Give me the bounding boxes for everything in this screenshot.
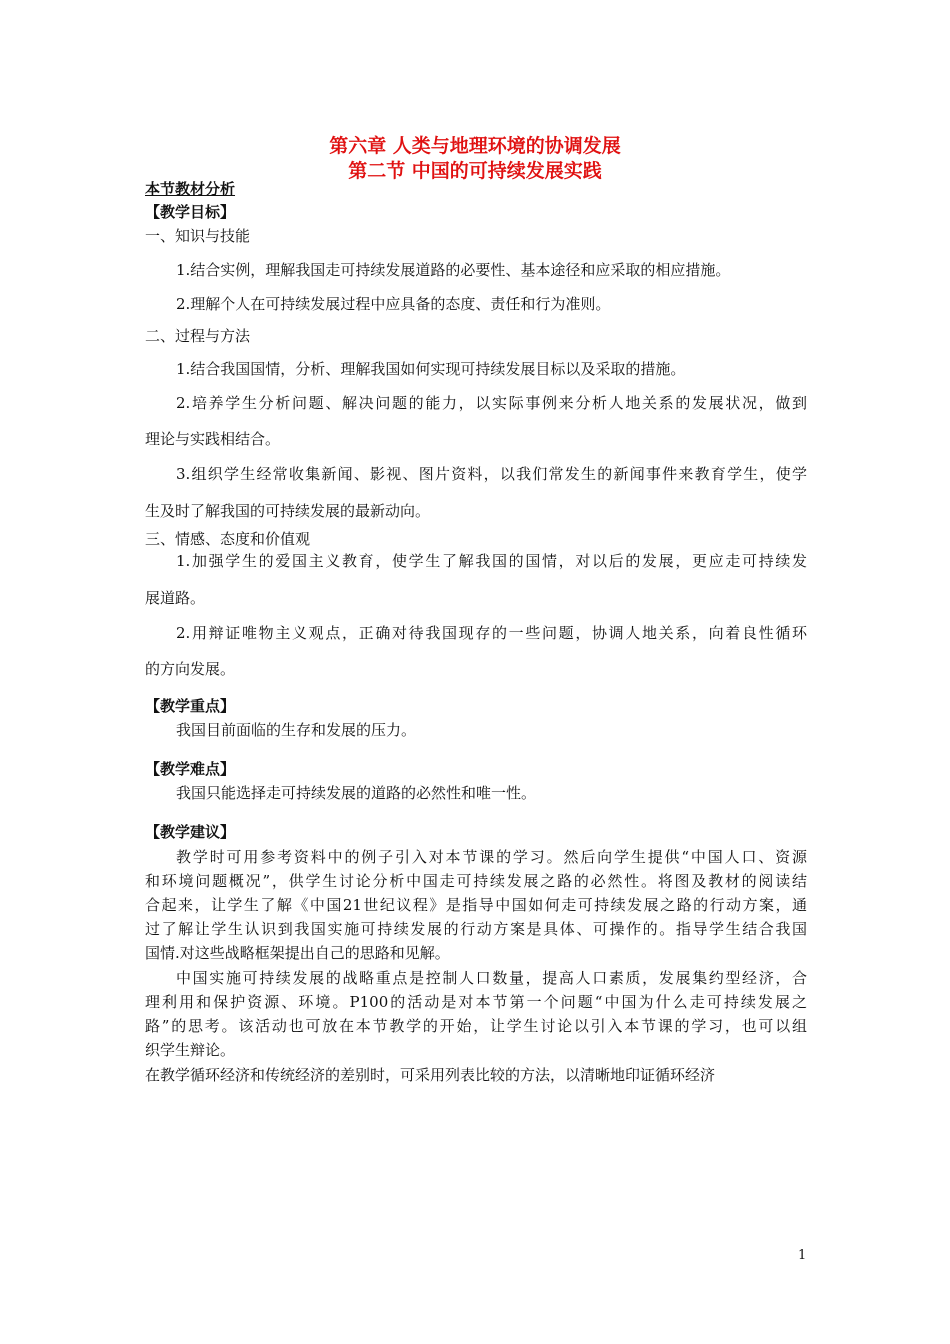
part2-item: 2.培养学生分析问题、解决问题的能力，以实际事例来分析人地关系的发展状况，做到	[176, 394, 807, 412]
suggestion-line: 教学时可用参考资料中的例子引入对本节课的学习。然后向学生提供“中国人口、资源	[176, 848, 807, 866]
suggestion-line: 理利用和保护资源、环境。P100的活动是对本节第一个问题“中国为什么走可持续发展之	[145, 993, 807, 1011]
suggestion-line: 织学生辩论。	[145, 1041, 236, 1059]
part2-item-cont: 生及时了解我国的可持续发展的最新动向。	[145, 502, 431, 520]
key-point-text: 我国目前面临的生存和发展的压力。	[176, 721, 417, 739]
part1-item: 1.结合实例，理解我国走可持续发展道路的必要性、基本途径和应采取的相应措施。	[176, 261, 731, 279]
suggestion-line: 路”的思考。该活动也可放在本节教学的开始，让学生讨论以引入本节课的学习，也可以组	[145, 1017, 807, 1035]
part3-title: 三、情感、态度和价值观	[145, 530, 311, 548]
suggestion-line: 在教学循环经济和传统经济的差别时，可采用列表比较的方法，以清晰地印证循环经济	[145, 1066, 716, 1084]
page-number: 1	[798, 1248, 807, 1263]
part3-item: 1.加强学生的爱国主义教育，使学生了解我国的国情，对以后的发展，更应走可持续发	[176, 552, 807, 570]
part3-item-cont: 的方向发展。	[145, 660, 236, 678]
suggestion-line: 过了解让学生认识到我国实施可持续发展的行动方案是具体、可操作的。指导学生结合我国	[145, 920, 807, 938]
part1-item: 2.理解个人在可持续发展过程中应具备的态度、责任和行为准则。	[176, 295, 611, 313]
analysis-heading: 本节教材分析	[145, 180, 236, 198]
part3-item-cont: 展道路。	[145, 589, 206, 607]
suggestion-line: 合起来，让学生了解《中国21世纪议程》是指导中国如何走可持续发展之路的行动方案，通	[145, 896, 807, 914]
goals-heading: 【教学目标】	[145, 203, 236, 221]
suggestion-line: 国情.对这些战略框架提出自己的思路和见解。	[145, 944, 450, 962]
part3-item: 2.用辩证唯物主义观点，正确对待我国现存的一些问题，协调人地关系，向着良性循环	[176, 624, 807, 642]
chapter-title: 第六章 人类与地理环境的协调发展	[329, 135, 621, 157]
part2-item: 3.组织学生经常收集新闻、影视、图片资料，以我们常发生的新闻事件来教育学生，使学	[176, 465, 807, 483]
suggestion-line: 和环境问题概况”，供学生讨论分析中国走可持续发展之路的必然性。将图及教材的阅读结	[145, 872, 807, 890]
difficulty-text: 我国只能选择走可持续发展的道路的必然性和唯一性。	[176, 784, 537, 802]
part2-title: 二、过程与方法	[145, 327, 251, 345]
difficulty-heading: 【教学难点】	[145, 760, 236, 778]
suggestion-line: 中国实施可持续发展的战略重点是控制人口数量，提高人口素质，发展集约型经济，合	[176, 969, 807, 987]
suggestion-heading: 【教学建议】	[145, 823, 236, 841]
part1-title: 一、知识与技能	[145, 227, 251, 245]
part2-item: 1.结合我国国情，分析、理解我国如何实现可持续发展目标以及采取的措施。	[176, 360, 686, 378]
key-point-heading: 【教学重点】	[145, 697, 236, 715]
section-title: 第二节 中国的可持续发展实践	[348, 160, 602, 182]
part2-item-cont: 理论与实践相结合。	[145, 430, 281, 448]
